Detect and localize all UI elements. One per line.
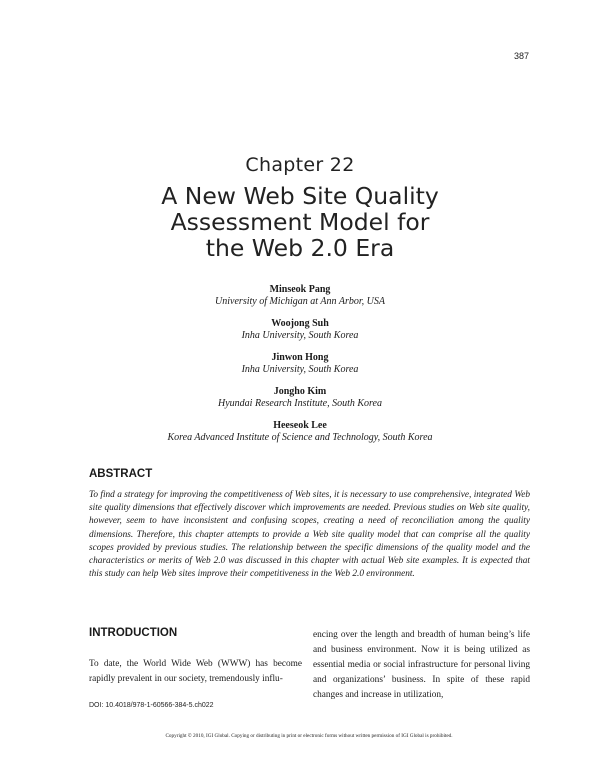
author-block — [0, 318, 600, 352]
author-name: Jongho Kim — [273, 386, 327, 397]
introduction-heading: INTRODUCTION — [89, 627, 178, 639]
abstract-heading: ABSTRACT — [89, 468, 153, 480]
author-name: Heeseok Lee — [273, 420, 327, 431]
chapter-title — [0, 183, 600, 261]
doi-footnote: DOI: 10.4018/978-1-60566-384-5.ch022 — [89, 702, 214, 709]
title-line: A New Web Site Quality — [161, 182, 439, 210]
author-block — [0, 284, 600, 318]
author-list — [0, 284, 600, 454]
author-affiliation: University of Michigan at Ann Arbor, USA — [215, 296, 385, 307]
author-name: Minseok Pang — [269, 284, 331, 295]
author-block — [0, 352, 600, 386]
abstract-text: To find a strategy for improving the competitiveness of Web sites, it is necessary to use comprehensive, integrated Web site quality dimensions that effectively discover which improvements are needed. Previous studies on Web site quality, however, seem to have inconsistent and confusing scopes, creating a need of reconciliation among the quality dimensions. Therefore, this chapter attempts to provide a Web site quality model that can comprise all the quality scopes provided by previous studies. The relationship between the specific dimensions of the quality model and the characteristics or merits of Web 2.0 was discussed in this chapter with actual Web site examples. It is expected that this study can help Web sites improve their competitiveness in the Web 2.0 environment. — [89, 490, 530, 580]
author-name: Woojong Suh — [271, 318, 329, 329]
introduction-left-column: To date, the World Wide Web (WWW) has become rapidly prevalent in our society, tremendously influ- — [89, 659, 302, 684]
author-affiliation: Inha University, South Korea — [241, 330, 359, 341]
author-affiliation: Hyundai Research Institute, South Korea — [218, 398, 382, 409]
chapter-label: Chapter 22 — [245, 154, 355, 176]
page-number: 387 — [513, 51, 529, 61]
title-line: the Web 2.0 Era — [205, 234, 395, 262]
author-name: Jinwon Hong — [271, 352, 329, 363]
introduction-right-column: encing over the length and breadth of human being’s life and business environment. Now it is being utilized as essential media or social infrastructure for personal living and organizations’ business. In spite of these rapid changes and increase in utilization, — [313, 630, 530, 700]
author-block — [0, 386, 600, 420]
author-affiliation: Inha University, South Korea — [241, 364, 359, 375]
author-block — [0, 420, 600, 454]
author-affiliation: Korea Advanced Institute of Science and Technology, South Korea — [167, 432, 433, 443]
copyright-notice: Copyright © 2010, IGI Global. Copying or distributing in print or electronic forms without written permission of IGI Global is prohibited. — [165, 733, 453, 739]
title-line: Assessment Model for — [170, 208, 430, 236]
